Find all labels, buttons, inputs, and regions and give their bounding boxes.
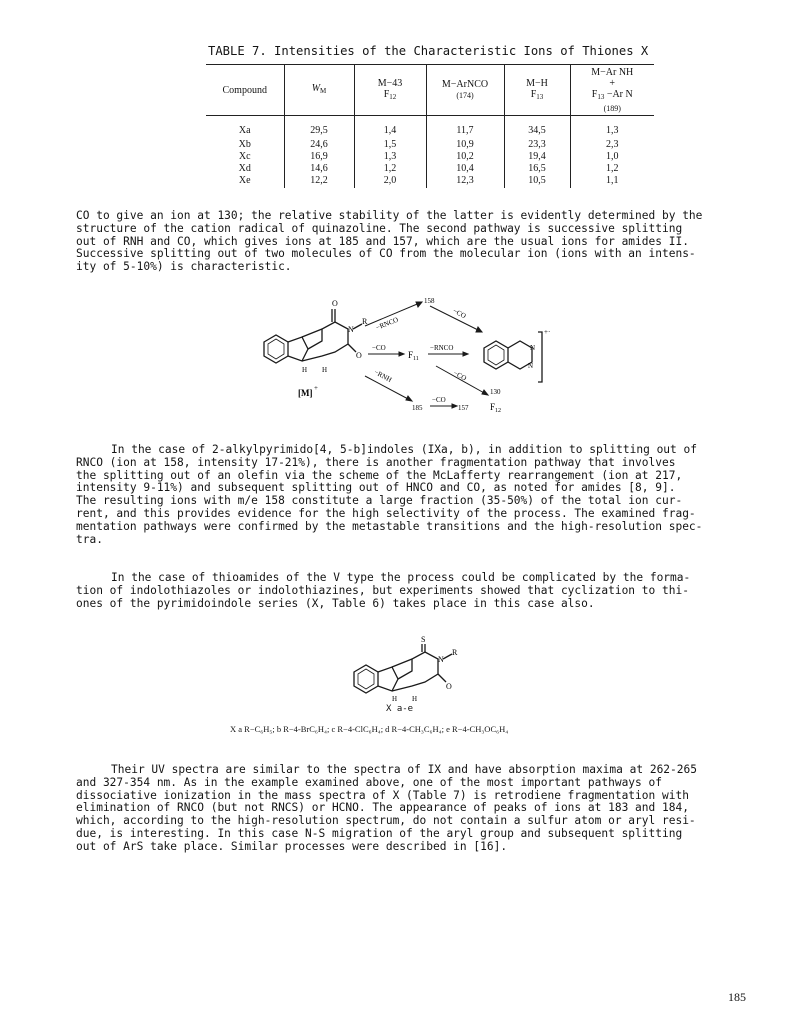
paragraph-4 [76, 764, 760, 854]
arrow-label-rnco: −RNCO [430, 344, 454, 352]
text-line: In the case of thioamides of the V type the process could be complicated by the forma- [111, 572, 691, 584]
cell-mh: 10,5 [504, 176, 570, 188]
cell-w: 12,2 [284, 176, 354, 188]
cell-mh: 23,3 [504, 140, 570, 152]
text-line: due, is interesting. In this case N-S migration of the aryl group and subsequent splitting [76, 827, 683, 840]
header-arnh: M−Ar NH + $F_{13} -Ar$ N (189) [570, 65, 654, 116]
h-label: H [302, 366, 308, 374]
cell-mh: 19,4 [504, 152, 570, 164]
ion-158-label: 158 [424, 297, 435, 305]
cell-m43: 2,0 [354, 176, 426, 188]
paragraph-1 [76, 210, 760, 274]
h-label: H [392, 695, 398, 703]
text-line: RNCO (ion at 158, intensity 17-21%), there is another fragmentation pathway that involves [76, 456, 676, 469]
table-row [206, 116, 654, 140]
quinazoline-structure [484, 332, 542, 382]
paragraph-3 [76, 572, 760, 610]
text-line: and 327-354 nm. As in the example examined above, one of the most important pathways of [76, 776, 662, 789]
paragraph-2 [76, 444, 760, 546]
ion-185-label: 185 [412, 404, 423, 412]
cell-arnh: 2,3 [570, 140, 654, 152]
text-line: structure of the cation radical of quinazoline. The second pathway is successive splitting [76, 222, 683, 235]
cell-mh: 34,5 [504, 116, 570, 140]
cell-m43: 1,5 [354, 140, 426, 152]
text-line: out of RNH and CO, which gives ions at 185 and 157, which are the usual ions for amides II. [76, 235, 689, 248]
r-group-label: R [362, 317, 368, 326]
cell-w: 16,9 [284, 152, 354, 164]
nitrogen-label: N [530, 344, 536, 352]
arrow-label-rnco: −RNCO [374, 315, 400, 332]
table-row [206, 152, 654, 164]
oxygen-label-2: O [356, 351, 362, 360]
text-line: Their UV spectra are similar to the spectra of IX and have absorption maxima at 262-265 [111, 764, 697, 776]
compound-label: X a-e [386, 704, 414, 714]
text-line: intensity 9-11%) and subsequent splitting out of HNCO and CO, as noted for amides [8, 9]. [76, 482, 676, 495]
cell-compound: Xe [238, 174, 251, 186]
text-line: tion of indolothiazoles or indolothiazines, but experiments showed that cyclization to thi- [76, 584, 689, 597]
text-line: ones of the pyrimidoindole series (X, Table 6) takes place in this case also. [76, 597, 595, 610]
radical-cation-charge: +· [544, 328, 551, 336]
text-line: In the case of 2-alkylpyrimido[4, 5-b]indoles (IXa, b), in addition to splitting out of [111, 444, 697, 456]
r-group-label: R [452, 648, 458, 657]
cell-compound: Xc [238, 150, 251, 162]
cell-arnco: 11,7 [426, 116, 504, 140]
text-line: The resulting ions with m/e 158 constitute a large fraction (35-50%) of the total ion cur- [76, 495, 683, 508]
header-arnco: M−ArNCO (174) [426, 65, 504, 116]
cell-m43: 1,2 [354, 164, 426, 176]
text-line: dissociative ionization in the mass spectra of X (Table 7) is retrodiene fragmentation with [76, 789, 689, 802]
cell-m43: 1,4 [354, 116, 426, 140]
cell-arnco: 12,3 [426, 176, 504, 188]
text-line: out of ArS take place. Similar processes were described in [16]. [76, 840, 508, 853]
pyrimidoindole-structure [264, 309, 362, 363]
cell-compound: Xb [238, 138, 251, 150]
text-line: which, according to the high-resolution spectrum, do not contain a sulfur atom or aryl resi- [76, 815, 696, 828]
fragmentation-scheme [250, 292, 570, 422]
text-line: tra. [76, 533, 103, 546]
page-number: 185 [728, 990, 746, 1004]
cell-compound: Xd [238, 162, 251, 174]
ion-f12-label: $F_{12}$ [490, 402, 502, 414]
text-line: CO to give an ion at 130; the relative stability of the latter is evidently determined by the [76, 210, 703, 222]
text-line: rent, and this provides evidence for the high selectivity of the process. The examined frag- [76, 507, 696, 520]
arrow-label-rnh: −RNH [372, 368, 393, 384]
cell-arnh: 1,3 [570, 116, 654, 140]
oxygen-label: O [332, 299, 338, 308]
cell-arnh: 1,1 [570, 176, 654, 188]
h-label: H [412, 695, 418, 703]
nitrogen-label: N [348, 325, 354, 334]
cell-arnh: 1,0 [570, 152, 654, 164]
ion-157-label: 157 [458, 404, 469, 412]
table-row [206, 140, 654, 152]
ions-table [206, 64, 654, 188]
arrow-label-co: −CO [432, 396, 446, 404]
substituent-list: X a R−C₆H₅; b R−4-BrC₆H₄; c R−4-ClC₆H₄; d R−4-CH₃C₆H₄; e R−4-CH₃OC₆H₄ [230, 724, 509, 734]
text-line: Successive splitting out of two molecules of CO from the molecular ion (ions with an intens- [76, 248, 696, 261]
cell-w: 24,6 [284, 140, 354, 152]
cell-arnh: 1,2 [570, 164, 654, 176]
table-row [206, 164, 654, 176]
molecular-ion-charge: + [314, 384, 318, 392]
molecular-ion-label: [M] [298, 388, 313, 398]
h-label: H [322, 366, 328, 374]
cell-m43: 1,3 [354, 152, 426, 164]
oxygen-label: O [446, 682, 452, 691]
header-mh: M−H $F_{13}$ [504, 65, 570, 116]
cell-arnco: 10,4 [426, 164, 504, 176]
cell-arnco: 10,2 [426, 152, 504, 164]
cell-w: 29,5 [284, 116, 354, 140]
header-w: $W_M$ [284, 65, 354, 116]
cell-mh: 16,5 [504, 164, 570, 176]
text-line: ity of 5-10%) is characteristic. [76, 261, 292, 274]
arrow-label-co: −CO [451, 368, 468, 383]
cell-arnco: 10,9 [426, 140, 504, 152]
text-line: the splitting out of an olefin via the scheme of the McLafferty rearrangement (ion at 217, [76, 469, 683, 482]
nitrogen-label: N [438, 655, 444, 664]
table-header-row [206, 65, 654, 116]
arrow-label-co: −CO [451, 306, 468, 321]
cell-w: 14,6 [284, 164, 354, 176]
table-caption: TABLE 7. Intensities of the Characteristic Ions of Thiones X [208, 44, 649, 58]
text-line: mentation pathways were confirmed by the metastable transitions and the high-resolution spec- [76, 520, 703, 533]
cell-compound: Xa [238, 125, 251, 136]
text-line: elimination of RNCO (but not RNCS) or HCNO. The appearance of peaks of ions at 183 and 184, [76, 802, 689, 815]
header-compound: Compound [206, 65, 284, 116]
ion-f11-label: $F_{11}$ [408, 350, 419, 362]
table-row [206, 176, 654, 188]
sulfur-label: S [421, 635, 426, 644]
ion-130-label: 130 [490, 388, 501, 396]
nitrogen-label: N [528, 362, 534, 370]
header-m43: M−43 $F_{12}$ [354, 65, 426, 116]
arrow-label-co: −CO [372, 344, 386, 352]
